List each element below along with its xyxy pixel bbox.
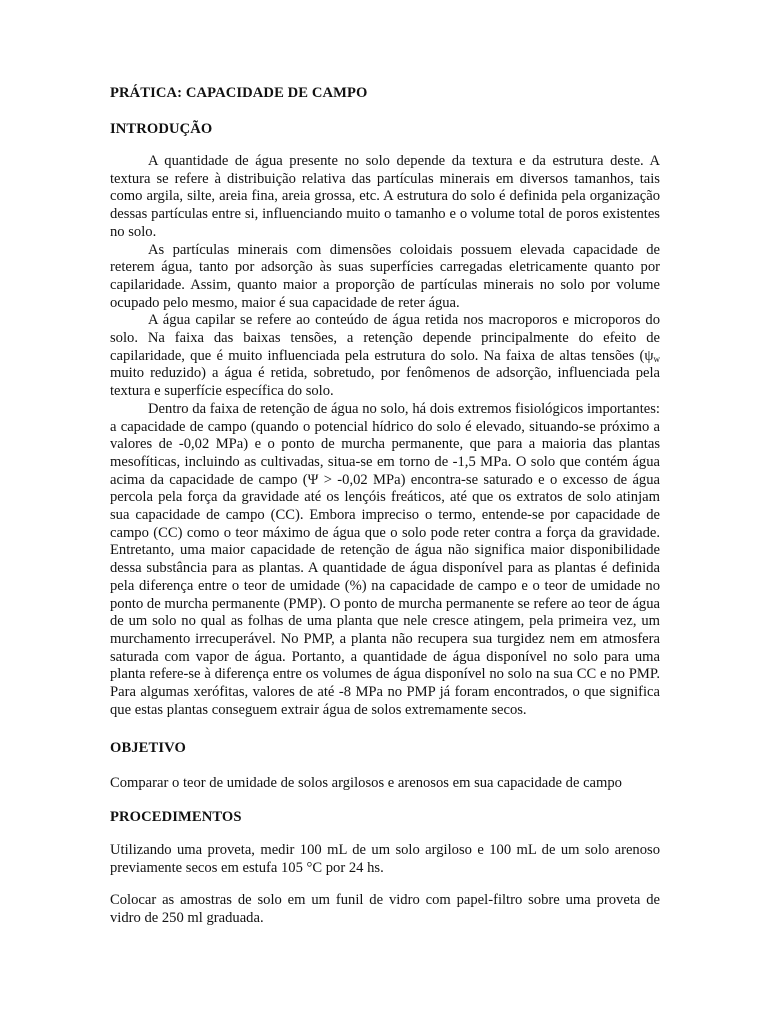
introducao-body [110,153,660,720]
procedimento-step-1-text: Utilizando uma proveta, medir 100 mL de um solo argiloso e 100 mL de um solo arenoso previamente secos em estufa 105 °C por 24 hs. [110,842,660,876]
section-heading-procedimentos: PROCEDIMENTOS [110,809,242,825]
paragraph-1: A quantidade de água presente no solo depende da textura e da estrutura deste. A textura se refere à distribuição relativa das partículas minerais em diversos tamanhos, tais como argila, silte, areia fina, areia grossa, etc. A estrutura do solo é definida pela organização dessas partículas entre si, influenciando muito o tamanho e o volume total de poros existentes no solo. [110,153,660,240]
paragraph-3-text-a: A água capilar se refere ao conteúdo de água retida nos macroporos e microporos do solo. Na faixa das baixas tensões, a retenção depende principalmente do efeito de capilaridade, que é muito influenciada pela estrutura do solo. Na faixa de altas tensões (ψ [110,312,660,364]
psi-subscript: w [653,353,660,364]
section-heading-introducao: INTRODUÇÃO [110,121,213,137]
paragraph-3 [110,312,660,401]
page-title: PRÁTICA: CAPACIDADE DE CAMPO [110,85,368,101]
paragraph-3-text-b: muito reduzido) a água é retida, sobretudo, por fenômenos de adsorção, influenciada pela textura e superfície específica do solo. [110,365,660,400]
procedimento-step-2-text: Colocar as amostras de solo em um funil de vidro com papel-filtro sobre uma proveta de vidro de 250 ml graduada. [110,892,660,926]
procedimento-step-2 [110,892,660,927]
section-heading-objetivo: OBJETIVO [110,740,186,756]
procedimento-step-1 [110,842,660,877]
objetivo-text: Comparar o teor de umidade de solos argilosos e arenosos em sua capacidade de campo [110,775,622,791]
paragraph-4: Dentro da faixa de retenção de água no solo, há dois extremos fisiológicos importantes: a capacidade de campo (quando o potencial hídrico do solo é elevado, situando-se próximo a valores de -0,02 MPa) e o ponto de murcha permanente, que para a maioria das plantas mesofíticas, incluindo as cultivadas, situa-se em torno de -1,5 MPa. O solo que contém água acima da capacidade de campo (Ψ > -0,02 MPa) encontra-se saturado e o excesso de água percola pela força da gravidade até os lençóis freáticos, até que os extratos de solo atinjam sua capacidade de campo (CC). Embora impreciso o termo, entende-se por capacidade de campo (CC) como o teor máximo de água que o solo pode reter contra a força da gravidade. Entretanto, uma maior capacidade de retenção de água não significa maior disponibilidade dessa substância para as plantas. A quantidade de água disponível para as plantas é definida pela diferença entre o teor de umidade (%) na capacidade de campo e o teor de umidade no ponto de murcha permanente (PMP). O ponto de murcha permanente se refere ao teor de água de um solo no qual as folhas de uma planta que nele cresce atingem, pela primeira vez, um murchamento irrecuperável. No PMP, a planta não recupera sua turgidez nem em atmosfera saturada com vapor de água. Portanto, a quantidade de água disponível no solo para uma planta refere-se à diferença entre os volumes de água disponível no solo na sua CC e no PMP. Para algumas xerófitas, valores de até -8 MPa no PMP já foram encontrados, o que significa que estas plantas conseguem extrair água de solos extremamente secos. [110,400,660,718]
paragraph-2: As partículas minerais com dimensões coloidais possuem elevada capacidade de reterem água, tanto por adsorção às suas superfícies carregadas eletricamente quanto por capilaridade. Assim, quanto maior a proporção de partículas minerais no solo por volume ocupado pelo mesmo, maior é sua capacidade de reter água. [110,241,660,311]
